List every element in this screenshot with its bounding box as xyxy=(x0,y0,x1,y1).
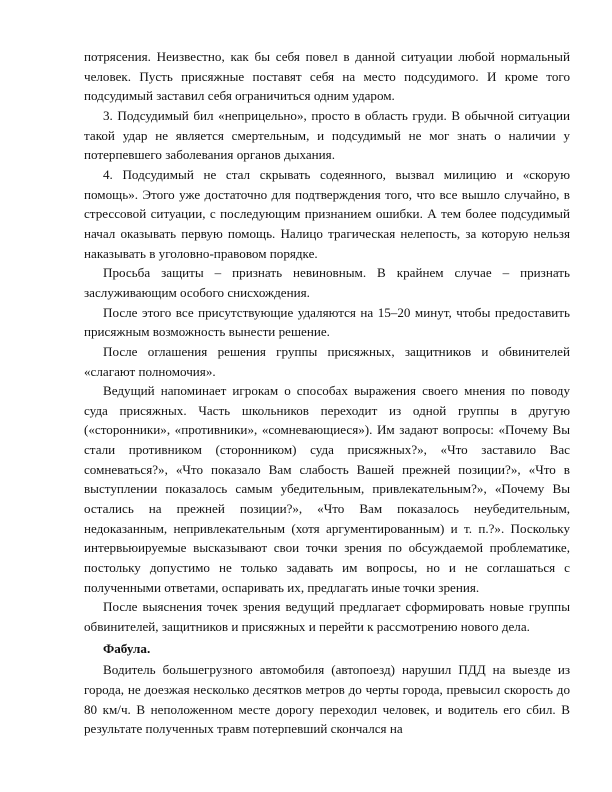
paragraph-continuation: потрясения. Неизвестно, как бы себя повел в данной ситуации любой нормальный человек. Пусть присяжные поставят себя на место подсудимого. И кроме того подсудимый заставил себя ограничиться одним ударом. xyxy=(84,49,570,104)
paragraph-point-3: 3. Подсудимый бил «неприцельно», просто в область груди. В обычной ситуации такой удар не является смертельным, и подсудимый не мог знать о наличии у потерпевшего заболевания органов дыхания. xyxy=(84,107,570,163)
paragraph-defense-request: Просьба защиты – признать невиновным. В крайнем случае – признать заслуживающим особого снисхождения. xyxy=(84,265,570,300)
document-body xyxy=(84,47,570,739)
paragraph-jury-recess: После этого все присутствующие удаляются на 15–20 минут, чтобы предоставить присяжным возможность вынести решение. xyxy=(84,304,570,340)
paragraph-new-groups: После выяснения точек зрения ведущий предлагает сформировать новые группы обвинителей, защитников и присяжных и перейти к рассмотрению нового дела. xyxy=(84,599,570,635)
section-heading-fabula: Фабула. xyxy=(103,640,151,656)
paragraph-powers-resigned: После оглашения решения группы присяжных, защитников и обвинителей «слагают полномочия». xyxy=(84,343,570,379)
paragraph-point-4: 4. Подсудимый не стал скрывать содеянного, вызвал милицию и «скорую помощь». Этого уже достаточно для подтверждения того, что все вышло случайно, в стрессовой ситуации, с последующим признанием ошибки. А тем более подсудимый начал оказывать первую помощь. Налицо трагическая нелепость, за которую нельзя наказывать в уголовно-правовом порядке. xyxy=(84,166,570,261)
paragraph-host-reminder: Ведущий напоминает игрокам о способах выражения своего мнения по поводу суда присяжных. Часть школьников переходит из одной группы в другую («сторонники», «противники», «сомневающиеся»). Им задают вопросы: «Почему Вы стали противником (сторонником) суда присяжных?», «Что заставило Вас сомневаться?», «Что показало Вам слабость Вашей прежней позиции?», «Что в выступлении показалось самым убедительным, привлекательным?», «Почему Вы остались на прежней позиции?», «Что Вам показалось неубедительным, недоказанным, непривлекательным (хотя аргументированным) и т. п.?». Поскольку интервьюируемые высказывают свои точки зрения по обсуждаемой проблематике, постольку допустимо не только задавать им вопросы, но и не соглашаться с полученными ответами, оспаривать их, предлагать иные точки зрения. xyxy=(84,383,570,595)
paragraph-fabula-text: Водитель большегрузного автомобиля (автопоезд) нарушил ПДД на выезде из города, не доезжая несколько десятков метров до черты города, превысил скорость до 80 км/ч. В неположенном месте дорогу переходил человек, и водитель его сбил. В результате полученных травм потерпевший скончался на xyxy=(84,662,570,737)
